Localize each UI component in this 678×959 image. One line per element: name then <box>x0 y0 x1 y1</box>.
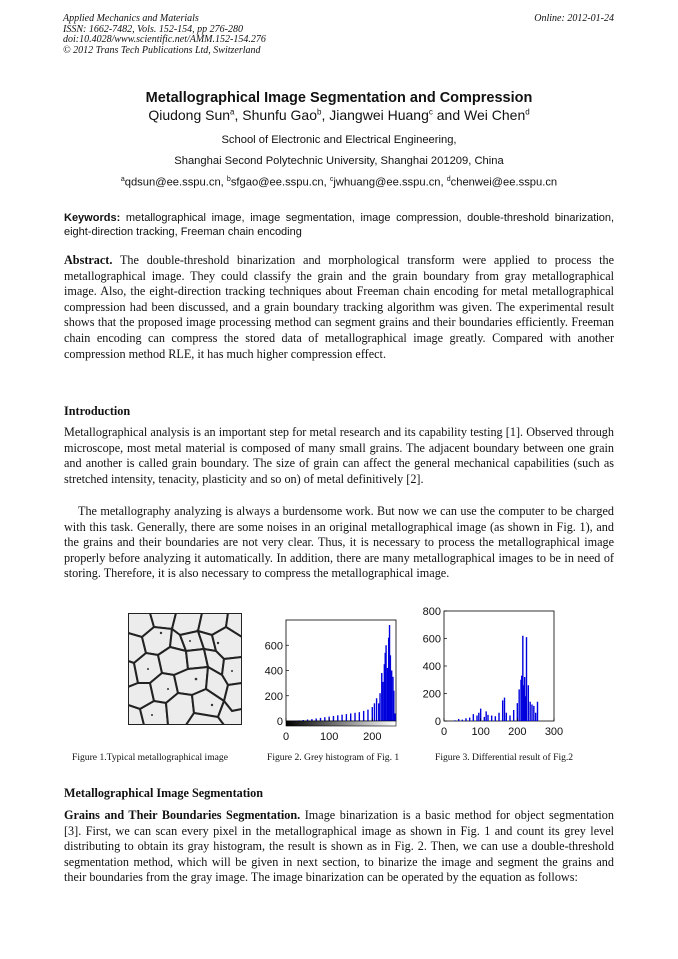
y-tick-label: 0 <box>276 716 283 728</box>
y-tick-label: 200 <box>264 690 283 703</box>
email-sup: b <box>226 176 231 183</box>
doi-line: doi:10.4028/www.scientific.net/AMM.152-154.276 <box>63 34 266 45</box>
keywords-label: Keywords: <box>64 212 121 224</box>
histogram-bars <box>295 625 396 721</box>
author-name: Jiangwei Huang <box>329 107 429 123</box>
x-tick-label: 0 <box>282 731 290 743</box>
figure-1-caption: Figure 1.Typical metallographical image <box>72 752 228 763</box>
author-sup: b <box>317 107 322 117</box>
author-name: Shunfu Gao <box>242 107 318 123</box>
email-sup: c <box>329 176 334 183</box>
x-tick-label: 100 <box>319 731 339 743</box>
figure-1-micrograph <box>128 613 242 725</box>
x-tick-label: 300 <box>544 726 564 738</box>
differential-bars <box>455 636 538 721</box>
email-link[interactable]: qdsun@ee.sspu.cn, <box>124 176 227 189</box>
journal-name: Applied Mechanics and Materials <box>63 13 199 24</box>
email-sup: a <box>120 176 125 183</box>
segmentation-paragraph <box>64 808 614 886</box>
affiliation-university: Shanghai Second Polytechnic University, Shanghai 201209, China <box>174 155 504 167</box>
y-axis-ticks <box>265 640 289 728</box>
subsection-label: Grains and Their Boundaries Segmentation. <box>64 808 301 822</box>
x-tick-label: 0 <box>440 726 448 738</box>
y-tick-label: 800 <box>422 606 441 618</box>
email-link[interactable]: chenwei@ee.sspu.cn <box>450 176 558 189</box>
segmentation-text: Image binarization is a basic method for object segmentation [3]. First, we can scan every pixel in the metallographical image as shown in Fig. 1 and count its grey level distributing to obtain its gray histogram, the result is shown as in Fig. 2. Then, we can use a double-threshold segmentation method, which will be given in next section, to binarize the image and segment the grains and their boundaries from the gray image. The image binarization can be operated by the equation as follows: <box>64 808 614 885</box>
abstract-text: The double-threshold binarization and morphological transform were applied to process the metallographical image. They could classify the grain and the grain boundary from gray metallographical image. Also, the eight-direction tracking techniques about Freeman chain encoding for metal metallographical compression had been discussed, and a grain boundary tracking algorithm was given. The experimental result shows that the proposed image processing method can segment grains and their boundaries efficiently. Freeman chain encoding can compress the stored data of metallographical image greatly. Compared with another compression method RLE, it has much higher compression effect. <box>64 253 614 361</box>
author-sup: c <box>428 107 433 117</box>
online-date: Online: 2012-01-24 <box>534 13 614 24</box>
figure-3-caption: Figure 3. Differential result of Fig.2 <box>435 752 574 763</box>
y-tick-label: 0 <box>434 716 441 728</box>
author-emails <box>0 176 678 189</box>
author-sup: a <box>230 107 235 117</box>
introduction-heading: Introduction <box>64 404 131 418</box>
email-sup: d <box>446 176 451 183</box>
abstract-paragraph <box>64 253 614 362</box>
author-separator: , <box>321 107 330 123</box>
copyright-line: © 2012 Trans Tech Publications Ltd, Switzerland <box>63 44 261 56</box>
y-tick-label: 400 <box>422 661 441 673</box>
paper-title: Metallographical Image Segmentation and Compression <box>145 90 533 106</box>
figure-2-histogram <box>256 618 406 744</box>
grey-level-colorbar <box>286 721 396 726</box>
intro-paragraph-1: Metallographical analysis is an important step for metal research and its capability testing [1]. Observed through microscope, most metal material is composed of many small grains. The adjacent boundary between one grain and another is called grain boundary. The size of grain can affect the general mechanical capabilities (such as stretched intensity, tenacity, plasticity and so on) of metal definitively [2]. <box>64 425 614 486</box>
keywords-block <box>64 211 614 239</box>
author-line <box>0 107 678 123</box>
intro-paragraph-2: The metallography analyzing is always a burdensome work. But now we can use the computer to be charged with this task. Generally, there are some noises in an original metallographical image (as shown in Fig. 1), and the grains and their boundaries are not very clear. Thus, it is necessary to process the metallographical image properly before analyzing it automatically. In addition, there are many metallographical images to be in need of storing. Therefore, it is also necessary to compress the metallographical image. <box>64 504 614 581</box>
y-axis-ticks <box>423 606 447 728</box>
x-tick-label: 100 <box>471 726 490 738</box>
keywords-text: metallographical image, image segmentation, image compression, double-threshold binarization, eight-direction tracking, Freeman chain encoding <box>64 212 615 238</box>
grain-boundaries <box>128 613 242 725</box>
issn-line: ISSN: 1662-7482, Vols. 152-154, pp 276-280 <box>63 23 243 35</box>
y-tick-label: 600 <box>422 633 441 646</box>
author-sup: d <box>525 107 530 117</box>
y-tick-label: 600 <box>264 640 283 653</box>
email-link[interactable]: sfgao@ee.sspu.cn, <box>230 176 330 189</box>
abstract-label: Abstract. <box>64 253 113 267</box>
author-separator: and <box>432 107 465 123</box>
y-tick-label: 400 <box>264 665 283 678</box>
author-name: Qiudong Sun <box>148 107 231 123</box>
author-name: Wei Chen <box>464 107 526 123</box>
figure-2-caption: Figure 2. Grey histogram of Fig. 1 <box>267 752 400 763</box>
figure-3-differential <box>414 603 574 739</box>
affiliation-school: School of Electronic and Electrical Engineering, <box>221 134 457 146</box>
author-separator: , <box>234 107 243 123</box>
y-tick-label: 200 <box>422 688 441 701</box>
segmentation-heading: Metallographical Image Segmentation <box>64 786 264 800</box>
email-link[interactable]: jwhuang@ee.sspu.cn, <box>333 176 447 189</box>
x-tick-label: 200 <box>508 726 527 738</box>
journal-header <box>63 14 266 56</box>
x-tick-label: 200 <box>363 731 382 743</box>
